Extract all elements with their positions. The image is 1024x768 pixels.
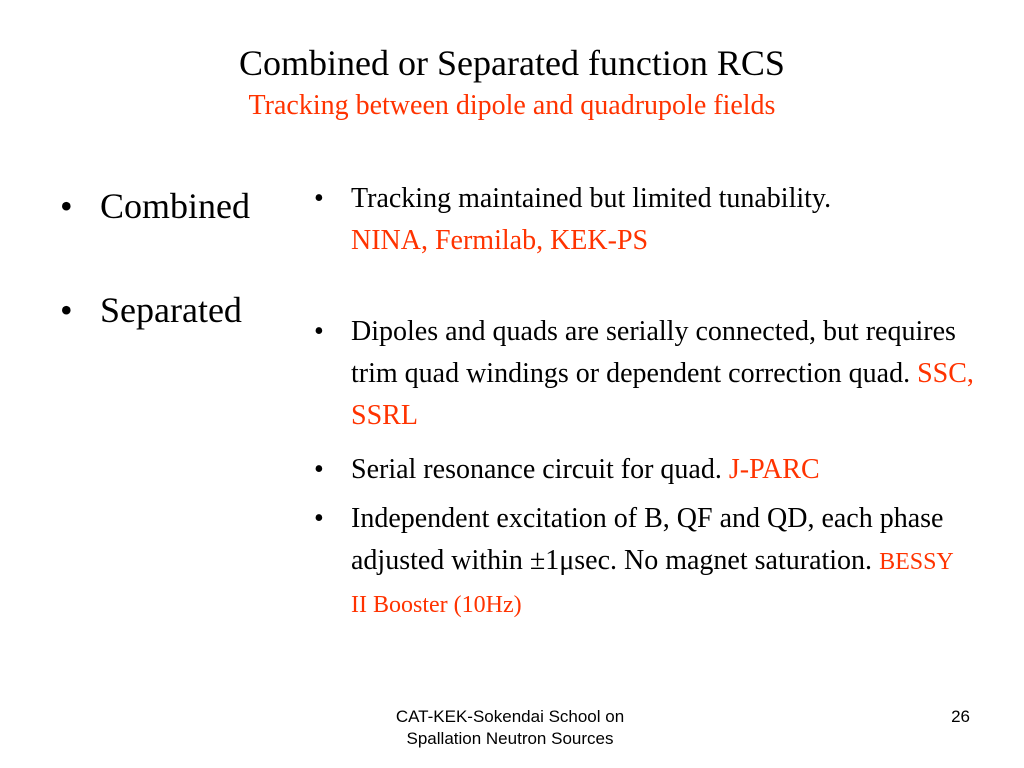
page-number: 26: [951, 707, 970, 726]
bullet-text: Serial resonance circuit for quad.: [351, 454, 722, 485]
footer: [360, 706, 660, 750]
footer-line-1: CAT-KEK-Sokendai School on: [395, 707, 625, 726]
slide-title: Combined or Separated function RCS: [239, 43, 785, 83]
bullet-dot: •: [314, 183, 324, 214]
right-bullet-independent: [314, 498, 974, 626]
footer-line-2: Spallation Neutron Sources: [406, 729, 614, 748]
bullet-body: [351, 449, 974, 491]
bullet-body: [351, 178, 974, 262]
right-bullet-tracking: [314, 178, 974, 262]
bullet-text: Independent excitation of B, QF and QD, each phase adjusted within ±1μsec. No magnet saturation.: [351, 503, 944, 576]
bullet-dot: •: [314, 454, 324, 485]
bullet-text: Dipoles and quads are serially connected, but requires trim quad windings or dependent correction quad.: [351, 316, 956, 389]
bullet-text: Tracking maintained but limited tunability.: [351, 183, 832, 214]
bullet-examples: J-PARC: [728, 454, 820, 485]
slide-subtitle: Tracking between dipole and quadrupole fields: [248, 90, 776, 121]
bullet-examples: SSC, SSRL: [351, 358, 974, 431]
right-bullet-serial-resonance: [314, 449, 974, 491]
bullet-dot: •: [60, 186, 73, 226]
bullet-dot: •: [314, 316, 324, 347]
bullet-body: [351, 498, 974, 626]
bullet-dot: •: [314, 503, 324, 534]
left-item-label: Separated: [100, 290, 242, 330]
bullet-examples: NINA, Fermilab, KEK-PS: [351, 225, 649, 256]
left-item-label: Combined: [100, 186, 250, 226]
right-bullet-dipoles-quads: [314, 311, 974, 437]
bullet-examples: BESSY II Booster (10Hz): [351, 549, 953, 618]
bullet-dot: •: [60, 290, 73, 330]
bullet-body: [351, 311, 974, 437]
